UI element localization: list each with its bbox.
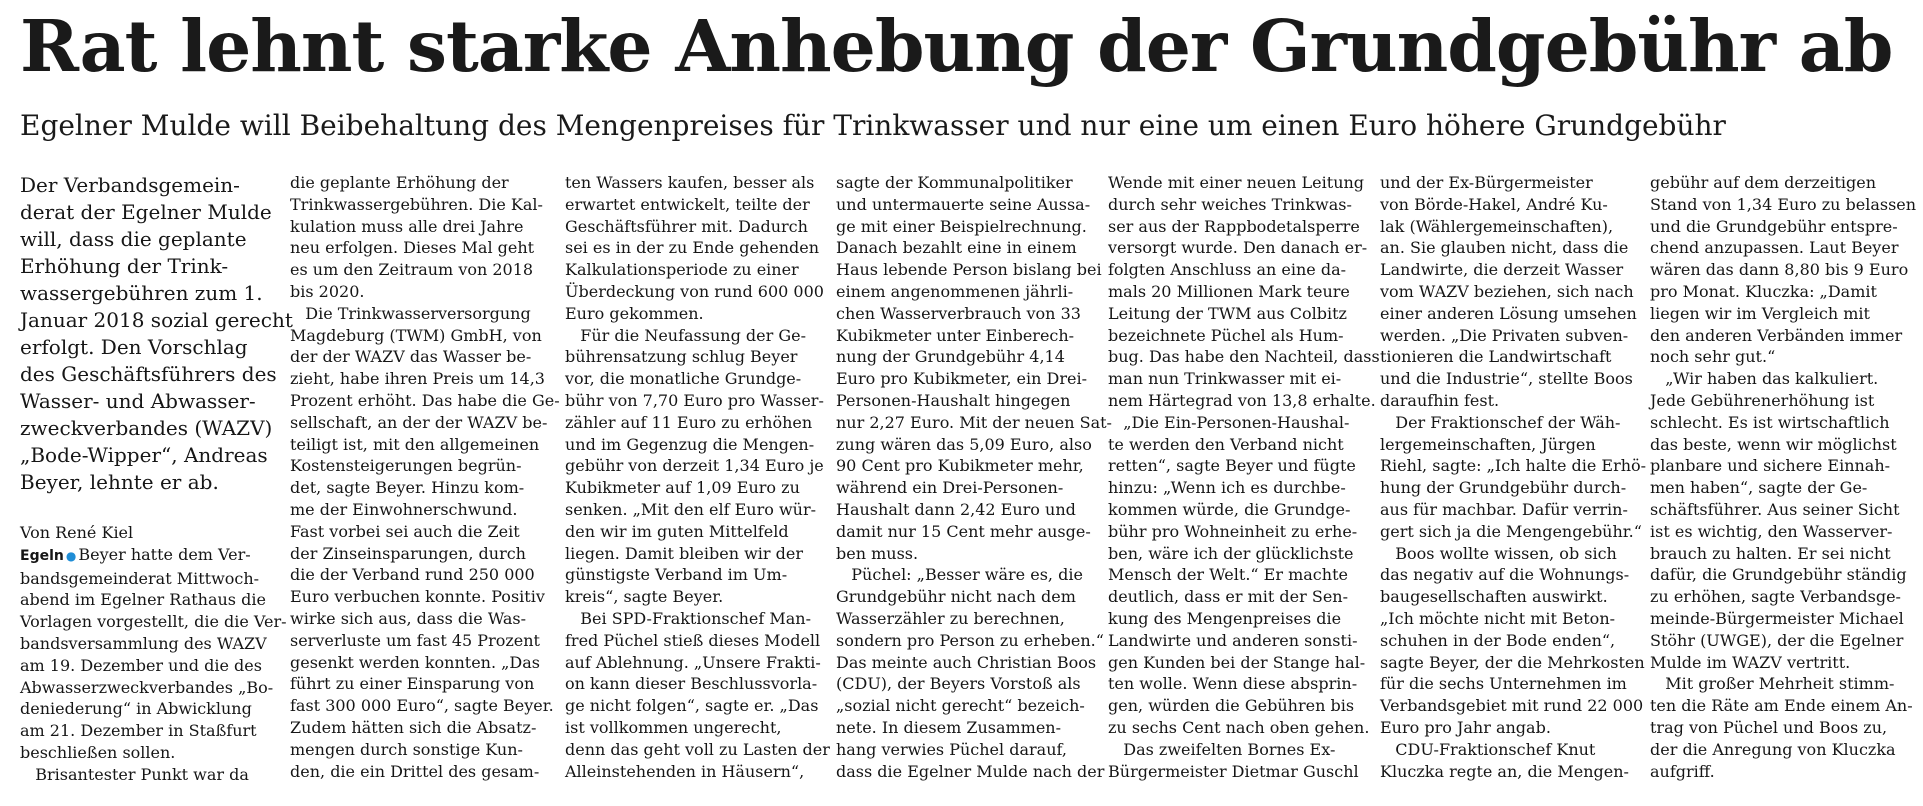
text-line: bandsversammlung des WAZV [20, 633, 267, 653]
text-line: Fast vorbei sei auch die Zeit [290, 521, 520, 541]
text-line: hinzu: „Wenn ich es durchbe- [1108, 478, 1346, 498]
text-line: nete. In diesem Zusammen- [836, 717, 1062, 737]
text-line: Kubikmeter auf 1,09 Euro zu [565, 478, 800, 498]
text-line: senken. „Mit den elf Euro wür- [565, 499, 817, 519]
text-line: den wir im guten Mittelfeld [565, 521, 789, 541]
text-line: lergemeinschaften, Jürgen [1380, 434, 1596, 454]
text-line: chend anzupassen. Laut Beyer [1650, 238, 1899, 258]
text-line: ten Wassers kaufen, besser als [565, 173, 815, 192]
text-line: Der Fraktionschef der Wäh- [1380, 412, 1621, 432]
author-byline: Von René Kiel [20, 523, 134, 542]
text-line: am 19. Dezember und die des [20, 655, 262, 675]
text-line: Beyer, lehnte er ab. [20, 470, 219, 494]
text-line: Boos wollte wissen, ob sich [1380, 543, 1617, 563]
text-line: sellschaft, an der der WAZV be- [290, 412, 548, 432]
dateline: Egeln [20, 547, 64, 564]
text-line: das beste, wenn wir möglichst [1650, 434, 1897, 454]
text-line: CDU-Fraktionschef Knut [1380, 739, 1596, 759]
text-line: deniederung“ in Abwicklung [20, 699, 252, 719]
text-line: Wasserzähler zu berechnen, [836, 608, 1065, 628]
text-line: günstigste Verband im Um- [565, 565, 788, 585]
text-line: schlecht. Es ist wirtschaftlich [1650, 412, 1890, 432]
text-line: dass die Egelner Mulde nach der [836, 761, 1105, 781]
text-line: fred Püchel stieß dieses Modell [565, 630, 821, 650]
text-line: schäftsführer. Aus seiner Sicht [1650, 499, 1900, 519]
text-line: te werden den Verband nicht [1108, 434, 1344, 454]
text-line: Kalkulationsperiode zu einer [565, 260, 799, 280]
text-line: men haben“, sagte der Ge- [1650, 478, 1868, 498]
text-line: den, die ein Drittel des gesam- [290, 761, 540, 781]
text-line: der Zinseinsparungen, durch [290, 543, 526, 563]
text-line: sondern pro Person zu erheben.“ [836, 630, 1104, 650]
text-line: abend im Egelner Rathaus die [20, 590, 266, 610]
text-line: vom WAZV beziehen, sich nach [1380, 281, 1634, 301]
first-body-line [20, 544, 266, 568]
text-line: Wende mit einer neuen Leitung [1108, 173, 1365, 192]
text-line: Haus lebende Person bislang bei [836, 260, 1102, 280]
text-line: bühr pro Wohneinheit zu erhe- [1108, 521, 1358, 541]
text-line: während ein Drei-Personen- [836, 478, 1064, 498]
text-line: serverluste um fast 45 Prozent [290, 630, 540, 650]
text-line: und die Industrie“, stellte Boos [1380, 369, 1633, 389]
text-line: denn das geht voll zu Lasten der [565, 739, 830, 759]
text-line: von Börde-Hakel, André Ku- [1380, 194, 1608, 214]
text-line: ist vollkommen ungerecht, [565, 717, 782, 737]
text-line: sagte Beyer, der die Mehrkosten [1380, 652, 1645, 672]
headline: Rat lehnt starke Anhebung der Grundgebühr ab [20, 4, 1893, 88]
text-line: kung des Mengenpreises die [1108, 608, 1342, 628]
text-line: me der Einwohnerschwund. [290, 499, 518, 519]
text-line: gen, würden die Gebühren bis [1108, 696, 1355, 716]
text-line: die der Verband rund 250 000 [290, 565, 535, 585]
text-line: retten“, sagte Beyer und fügte [1108, 456, 1356, 476]
text-line: bezeichnete Püchel als Hum- [1108, 325, 1344, 345]
text-line: (CDU), der Beyers Vorstoß als [836, 674, 1081, 694]
text-line: wären das dann 8,80 bis 9 Euro [1650, 260, 1909, 280]
text-line: man nun Trinkwasser mit ei- [1108, 369, 1342, 389]
text-line: wassergebühren zum 1. [20, 281, 263, 305]
text-line: Erhöhung der Trink- [20, 254, 229, 278]
text-line: fast 300 000 Euro“, sagte Beyer. [290, 696, 554, 716]
text-line: Euro verbuchen konnte. Positiv [290, 587, 545, 607]
text-line: derat der Egelner Mulde [20, 200, 272, 224]
text-line: meinde-Bürgermeister Michael [1650, 608, 1904, 628]
text-line: bührensatzung schlug Beyer [565, 347, 798, 367]
text-line: nem Härtegrad von 13,8 erhalte. [1108, 390, 1376, 410]
text-line: Landwirte und anderen sonsti- [1108, 630, 1358, 650]
text-line: Verbandsgebiet mit rund 22 000 [1380, 696, 1644, 716]
text-line: Magdeburg (TWM) GmbH, von [290, 325, 542, 345]
text-line: Personen-Haushalt hingegen [836, 390, 1071, 410]
first-body-text: Beyer hatte dem Ver- [78, 544, 251, 564]
text-line: Das meinte auch Christian Boos [836, 652, 1097, 672]
text-line: an. Sie glauben nicht, dass die [1380, 238, 1629, 258]
text-line: und die Grundgebühr entspre- [1650, 216, 1898, 236]
text-line: „Wir haben das kalkuliert. [1650, 369, 1879, 389]
text-line: Püchel: „Besser wäre es, die [836, 565, 1083, 585]
text-line: Haushalt dann 2,42 Euro und [836, 499, 1076, 519]
text-line: Mit großer Mehrheit stimm- [1650, 674, 1895, 694]
text-line: Stand von 1,34 Euro zu belassen [1650, 194, 1917, 214]
text-line: Wasser- und Abwasser- [20, 389, 256, 413]
text-line: Riehl, sagte: „Ich halte die Erhö- [1380, 456, 1647, 476]
text-line: „Bode-Wipper“, Andreas [20, 443, 268, 467]
text-line: bis 2020. [290, 281, 365, 301]
text-line: Prozent erhöht. Das habe die Ge- [290, 390, 560, 410]
text-line: will, dass die geplante [20, 227, 247, 251]
text-line: vor, die monatliche Grundge- [565, 369, 802, 389]
text-line: hang verwies Püchel darauf, [836, 739, 1067, 759]
text-line: am 21. Dezember in Staßfurt [20, 721, 257, 741]
text-line: teiligt ist, mit den allgemeinen [290, 434, 540, 454]
text-line: ben muss. [836, 543, 919, 563]
text-line: damit nur 15 Cent mehr ausge- [836, 521, 1091, 541]
article-column-3 [565, 172, 830, 782]
text-line: deutlich, dass er mit der Sen- [1108, 587, 1348, 607]
text-line: Danach bezahlt eine in einem [836, 238, 1077, 258]
text-line: det, sagte Beyer. Hinzu kom- [290, 478, 525, 498]
text-line: kommen würde, die Grundge- [1108, 499, 1351, 519]
text-line: noch sehr gut.“ [1650, 347, 1776, 367]
text-line: Landwirte, die derzeit Wasser [1380, 260, 1624, 280]
text-line: aufgriff. [1650, 761, 1715, 781]
text-line: kulation muss alle drei Jahre [290, 216, 524, 236]
text-line: zähler auf 11 Euro zu erhöhen [565, 412, 813, 432]
text-line: die geplante Erhöhung der [290, 173, 509, 192]
text-line: wirke sich aus, dass die Was- [290, 608, 527, 628]
text-line: zu erhöhen, sagte Verbandsge- [1650, 587, 1901, 607]
article-column-7 [1650, 172, 1917, 782]
text-line: Euro pro Jahr angab. [1380, 717, 1551, 737]
text-line: brauch zu halten. Er sei nicht [1650, 543, 1891, 563]
text-line: nur 2,27 Euro. Mit der neuen Sat- [836, 412, 1112, 432]
text-line: gebühr von derzeit 1,34 Euro je [565, 456, 824, 476]
text-line: das negativ auf die Wohnungs- [1380, 565, 1630, 585]
text-line: liegen. Damit bleiben wir der [565, 543, 804, 563]
text-line: Mulde im WAZV vertritt. [1650, 652, 1851, 672]
text-line: ten die Räte am Ende einem An- [1650, 696, 1913, 716]
text-line: der der WAZV das Wasser be- [290, 347, 532, 367]
text-line: gebühr auf dem derzeitigen [1650, 173, 1877, 192]
text-line: es um den Zeitraum von 2018 [290, 260, 534, 280]
article-column-1 [20, 172, 293, 786]
text-line: Januar 2018 sozial gerecht [20, 308, 293, 332]
text-line: Bürgermeister Dietmar Guschl [1108, 761, 1359, 781]
article-column-5 [1108, 172, 1380, 782]
text-line: „sozial nicht gerecht“ bezeich- [836, 696, 1085, 716]
text-line: sei es in der zu Ende gehenden [565, 238, 820, 258]
article-column-6 [1380, 172, 1647, 782]
text-line: Trinkwassergebühren. Die Kal- [290, 194, 543, 214]
text-line: gert sich ja die Mengengebühr.“ [1380, 521, 1642, 541]
text-line: ge nicht folgen“, sagte er. „Das [565, 696, 819, 716]
text-line: Alleinstehenden in Häusern“, [565, 761, 805, 781]
text-line: gesenkt werden konnten. „Das [290, 652, 540, 672]
text-line: lak (Wählergemeinschaften), [1380, 216, 1614, 236]
article-column-4 [836, 172, 1112, 782]
text-line: kreis“, sagte Beyer. [565, 587, 724, 607]
text-line: folgten Anschluss an eine da- [1108, 260, 1347, 280]
text-line: versorgt wurde. Den danach er- [1108, 238, 1368, 258]
text-line: ist es wichtig, den Wasserver- [1650, 521, 1893, 541]
text-line: Leitung der TWM aus Colbitz [1108, 303, 1347, 323]
text-line: bug. Das habe den Nachteil, dass [1108, 347, 1380, 367]
article-column-2 [290, 172, 560, 782]
text-line: auf Ablehnung. „Unsere Frakti- [565, 652, 821, 672]
text-line: Abwasserzweckverbandes „Bo- [20, 677, 274, 697]
text-line: Kluczka regte an, die Mengen- [1380, 761, 1629, 781]
text-line: pro Monat. Kluczka: „Damit [1650, 281, 1877, 301]
text-line: zu sechs Cent nach oben gehen. [1108, 717, 1370, 737]
text-line: dafür, die Grundgebühr ständig [1650, 565, 1907, 585]
text-line: daraufhin fest. [1380, 390, 1500, 410]
text-line: „Ich möchte nicht mit Beton- [1380, 608, 1616, 628]
text-line: chen Wasserverbrauch von 33 [836, 303, 1081, 323]
text-line: und im Gegenzug die Mengen- [565, 434, 815, 454]
text-line: mals 20 Millionen Mark teure [1108, 281, 1350, 301]
text-line: des Geschäftsführers des [20, 362, 277, 386]
text-line: Euro gekommen. [565, 303, 704, 323]
text-line: neu erfolgen. Dieses Mal geht [290, 238, 535, 258]
text-line: Geschäftsführer mit. Dadurch [565, 216, 808, 236]
text-line: on kann dieser Beschlussvorla- [565, 674, 818, 694]
text-line: und untermauerte seine Aussa- [836, 194, 1091, 214]
dateline-dot-icon: ● [65, 548, 77, 563]
text-line: zweckverbandes (WAZV) [20, 416, 273, 440]
text-line: zieht, habe ihren Preis um 14,3 [290, 369, 545, 389]
text-line: 90 Cent pro Kubikmeter mehr, [836, 456, 1084, 476]
text-line: Kubikmeter unter Einberech- [836, 325, 1075, 345]
text-line: ben, wäre ich der glücklichste [1108, 543, 1354, 563]
text-line: erwartet entwickelt, teilte der [565, 194, 810, 214]
text-line: mengen durch sonstige Kun- [290, 739, 523, 759]
text-line: Der Verbandsgemein- [20, 173, 240, 197]
text-line: sagte der Kommunalpolitiker [836, 173, 1073, 192]
text-line: durch sehr weiches Trinkwas- [1108, 194, 1352, 214]
text-line: planbare und sichere Einnah- [1650, 456, 1891, 476]
text-line: der die Anregung von Kluczka [1650, 739, 1896, 759]
text-line: Grundgebühr nicht nach dem [836, 587, 1076, 607]
text-line: Euro pro Kubikmeter, ein Drei- [836, 369, 1087, 389]
text-line: bandsgemeinderat Mittwoch- [20, 568, 260, 588]
text-line: gen Kunden bei der Stange hal- [1108, 652, 1366, 672]
text-line: ten wolle. Wenn diese absprin- [1108, 674, 1358, 694]
text-line: führt zu einer Einsparung von [290, 674, 535, 694]
text-line: schuhen in der Bode enden“, [1380, 630, 1616, 650]
lead-paragraph [20, 172, 293, 496]
text-line: nung der Grundgebühr 4,14 [836, 347, 1065, 367]
text-line: ge mit einer Beispielrechnung. [836, 216, 1087, 236]
text-line: aus für machbar. Dafür verrin- [1380, 499, 1628, 519]
text-line: Zudem hätten sich die Absatz- [290, 717, 537, 737]
text-line: hung der Grundgebühr durch- [1380, 478, 1627, 498]
text-line: Jede Gebührenerhöhung ist [1650, 390, 1875, 410]
text-line: zung wären das 5,09 Euro, also [836, 434, 1092, 454]
text-line: erfolgt. Den Vorschlag [20, 335, 248, 359]
text-line: bühr von 7,70 Euro pro Wasser- [565, 390, 824, 410]
text-line: Vorlagen vorgestellt, die die Ver- [20, 612, 287, 632]
text-line: beschließen sollen. [20, 742, 176, 762]
text-line: Mensch der Welt.“ Er machte [1108, 565, 1348, 585]
text-line: einem angenommenen jährli- [836, 281, 1074, 301]
text-line: Bei SPD-Fraktionschef Man- [565, 608, 811, 628]
text-line: „Die Ein-Personen-Haushal- [1108, 412, 1350, 432]
text-line: für die sechs Unternehmen im [1380, 674, 1627, 694]
text-line: Kostensteigerungen begrün- [290, 456, 522, 476]
text-line: Für die Neufassung der Ge- [565, 325, 807, 345]
text-line: Brisantester Punkt war da [20, 764, 249, 784]
text-line: Die Trinkwasserversorgung [290, 303, 531, 323]
column-1-body [20, 568, 287, 786]
text-line: werden. „Die Privaten subven- [1380, 325, 1629, 345]
text-line: Überdeckung von rund 600 000 [565, 281, 824, 301]
text-line: baugesellschaften auswirkt. [1380, 587, 1608, 607]
text-line: liegen wir im Vergleich mit [1650, 303, 1870, 323]
text-line: ser aus der Rappbodetalsperre [1108, 216, 1360, 236]
text-line: und der Ex-Bürgermeister [1380, 173, 1593, 192]
text-line: trag von Püchel und Boos zu, [1650, 717, 1888, 737]
text-line: tionieren die Landwirtschaft [1380, 347, 1612, 367]
text-line: den anderen Verbänden immer [1650, 325, 1903, 345]
text-line: einer anderen Lösung umsehen [1380, 303, 1637, 323]
subheadline: Egelner Mulde will Beibehaltung des Mengenpreises für Trinkwasser und nur eine um einen Euro höhere Grundgebühr [20, 109, 1726, 142]
text-line: Stöhr (UWGE), der die Egelner [1650, 630, 1904, 650]
text-line: Das zweifelten Bornes Ex- [1108, 739, 1336, 759]
